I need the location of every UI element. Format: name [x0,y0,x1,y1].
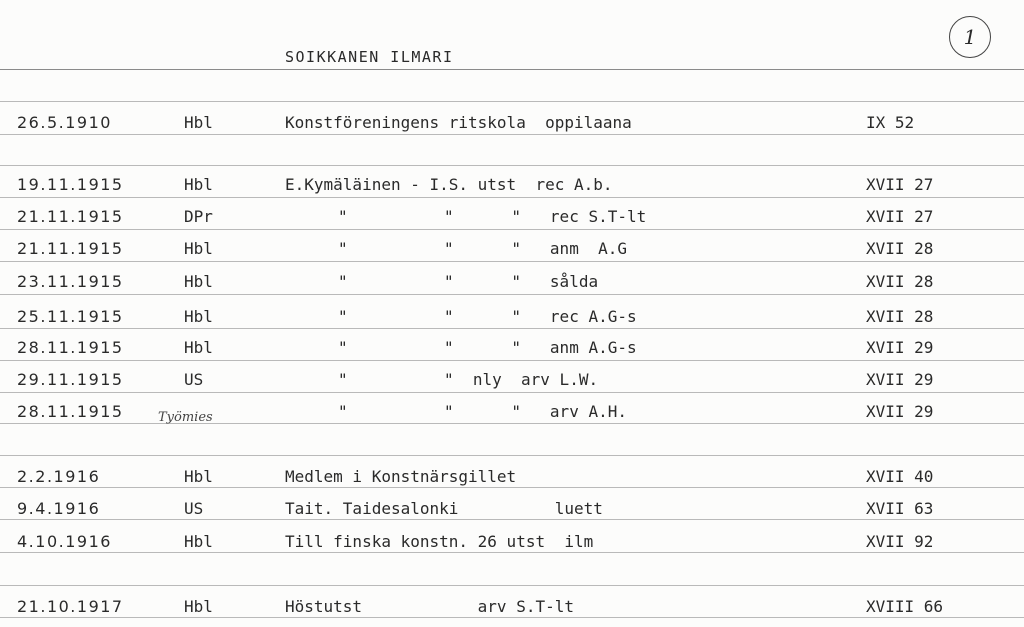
rule-line [0,392,1024,393]
entry-row [0,499,1024,521]
rule-line [0,585,1024,586]
entry-subject: " " " rec S.T-lt [338,207,647,226]
entry-subject: " " nly arv L.W. [338,370,599,389]
rule-line [0,69,1024,70]
entry-row [0,597,1024,619]
entry-row [0,370,1024,392]
entry-row [0,307,1024,329]
entry-date: 21.10.1917 [17,597,124,616]
entry-date: 23.11.1915 [17,272,124,291]
entry-reference: XVIII 66 [866,597,944,616]
entry-subject: Konstföreningens ritskola oppilaana [285,113,632,132]
entry-row [0,207,1024,229]
entry-row [0,175,1024,197]
entry-source: Hbl [184,113,213,132]
entry-date: 26.5.1910 [17,113,112,132]
entry-date: 21.11.1915 [17,207,124,226]
entry-row [0,402,1024,424]
entry-row [0,338,1024,360]
entry-subject: " " " rec A.G-s [338,307,637,326]
entry-date: 2.2.1916 [17,467,101,486]
entry-date: 21.11.1915 [17,239,124,258]
entry-reference: XVII 28 [866,272,934,291]
entry-source: Hbl [184,532,213,551]
entry-date: 28.11.1915 [17,402,124,421]
entry-reference: XVII 28 [866,239,934,258]
card-number: 1 [949,16,991,58]
entry-source: Hbl [184,338,213,357]
entry-date: 25.11.1915 [17,307,124,326]
rule-line [0,101,1024,102]
entry-source: Hbl [184,597,213,616]
entry-subject: " " " sålda [338,272,599,291]
rule-line [0,261,1024,262]
entry-subject: Till finska konstn. 26 utst ilm [285,532,594,551]
entry-row [0,239,1024,261]
entry-source: US [184,370,204,389]
rule-line [0,455,1024,456]
person-name: SOIKKANEN ILMARI [285,48,454,66]
entry-date: 28.11.1915 [17,338,124,357]
handwritten-source-note: Työmies [158,410,213,425]
rule-line [0,197,1024,198]
entry-subject: " " " anm A.G [338,239,627,258]
entry-reference: XVII 27 [866,207,934,226]
entry-subject: " " " anm A.G-s [338,338,637,357]
entry-row [0,532,1024,554]
entry-reference: XVII 40 [866,467,934,486]
rule-line [0,229,1024,230]
entry-row [0,467,1024,489]
entry-subject: " " " arv A.H. [338,402,627,421]
entry-reference: IX 52 [866,113,915,132]
entry-source: Hbl [184,272,213,291]
rule-line [0,360,1024,361]
entry-reference: XVII 29 [866,402,934,421]
entry-date: 29.11.1915 [17,370,124,389]
entry-subject: Tait. Taidesalonki luett [285,499,603,518]
entry-row [0,272,1024,294]
entry-source: DPr [184,207,213,226]
entry-row [0,113,1024,135]
entry-date: 4.10.1916 [17,532,112,551]
entry-reference: XVII 27 [866,175,934,194]
entry-reference: XVII 29 [866,338,934,357]
entry-reference: XVII 29 [866,370,934,389]
entry-source: Hbl [184,467,213,486]
entry-subject: Medlem i Konstnärsgillet [285,467,517,486]
entry-reference: XVII 63 [866,499,934,518]
entry-source: US [184,499,204,518]
entry-date: 19.11.1915 [17,175,124,194]
rule-line [0,165,1024,166]
entry-source: Hbl [184,307,213,326]
entry-date: 9.4.1916 [17,499,101,518]
entry-source: Hbl [184,175,213,194]
entry-source: Hbl [184,239,213,258]
entry-subject: E.Kymäläinen - I.S. utst rec A.b. [285,175,613,194]
entry-reference: XVII 92 [866,532,934,551]
entry-reference: XVII 28 [866,307,934,326]
entry-subject: Höstutst arv S.T-lt [285,597,574,616]
rule-line [0,294,1024,295]
